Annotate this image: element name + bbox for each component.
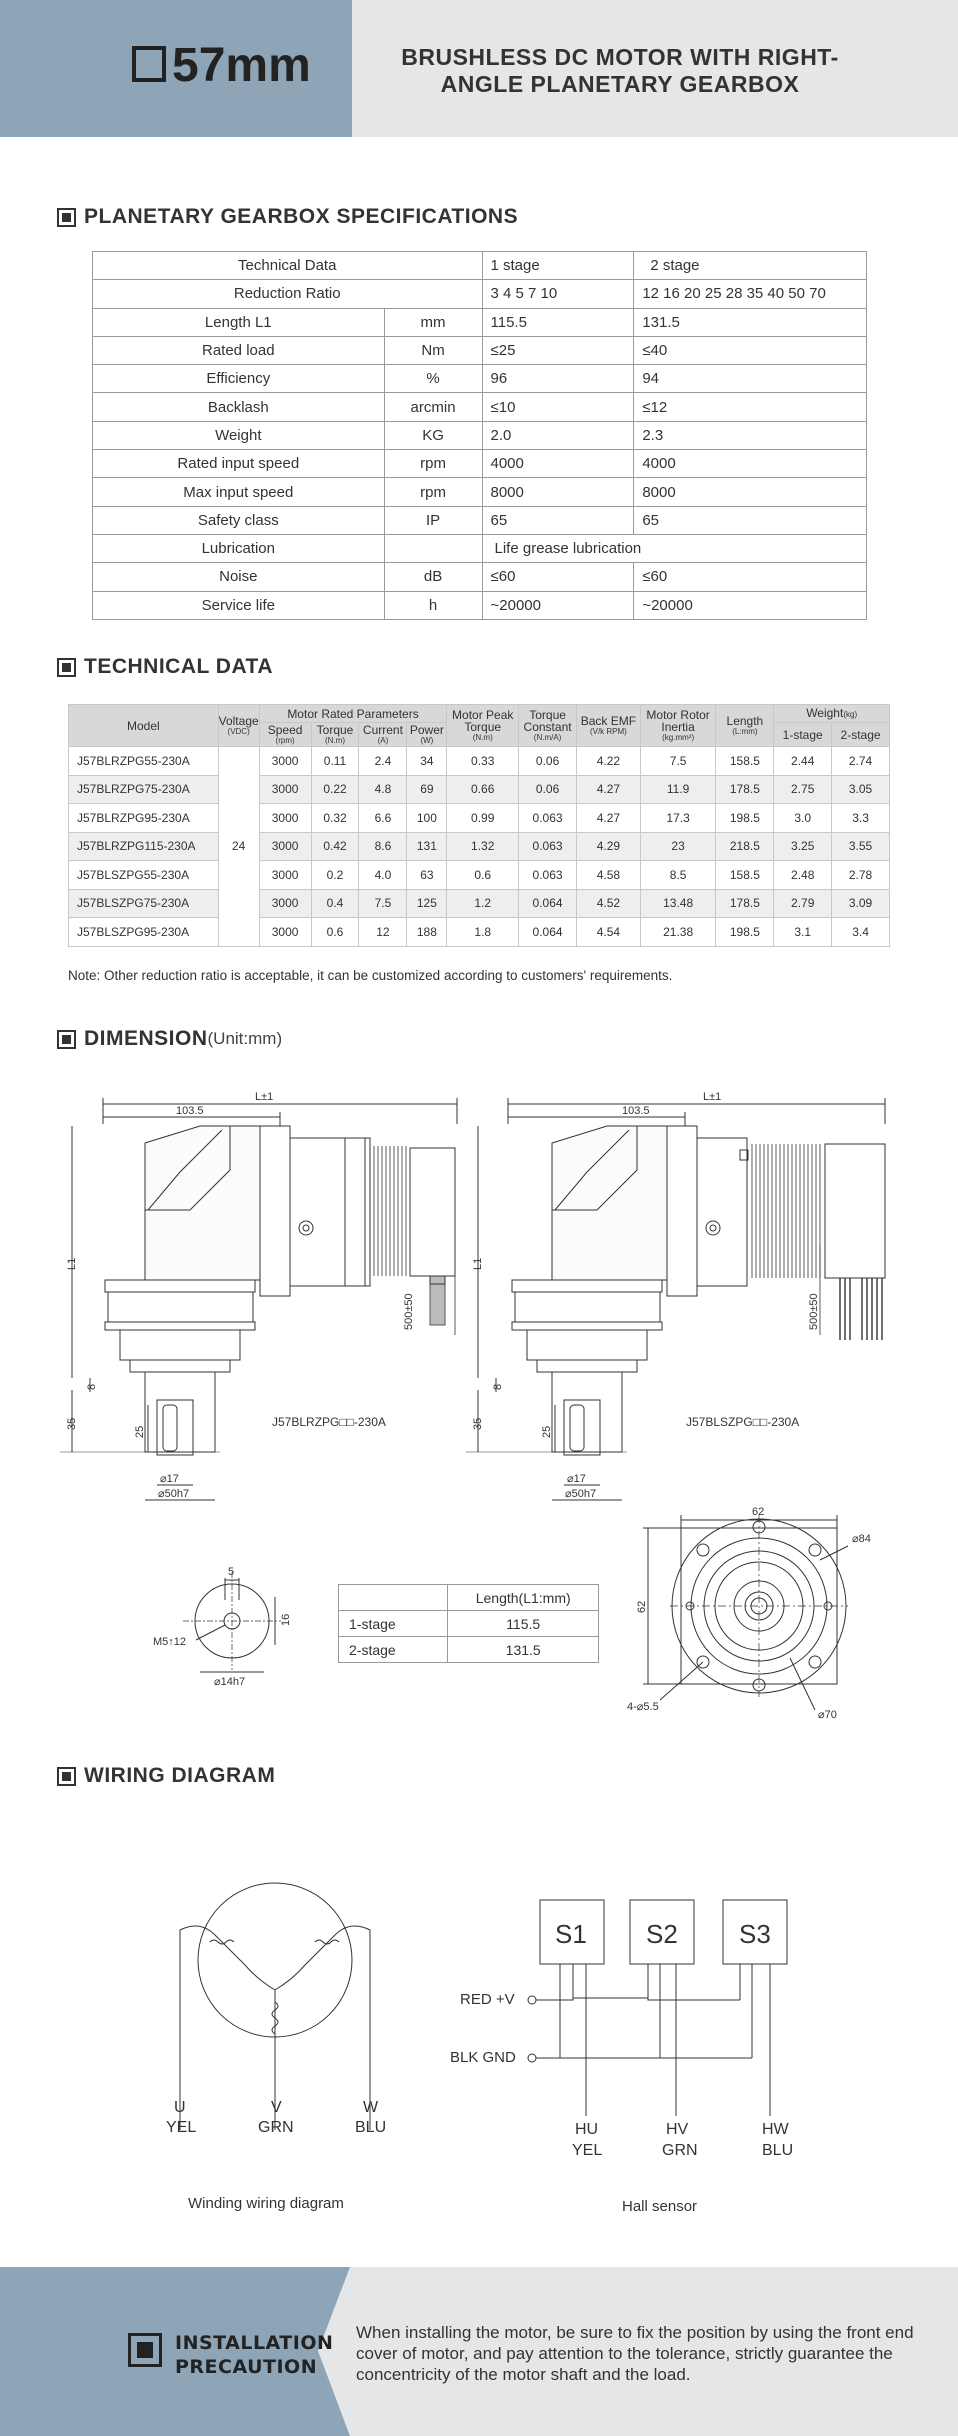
dim-holes: 4-⌀5.5: [627, 1701, 659, 1713]
cell: 100: [407, 804, 447, 833]
hall-hw: HW: [762, 2121, 789, 2138]
winding-v-color: GRN: [258, 2119, 294, 2136]
header-unit: (kg): [843, 709, 858, 719]
dim-84: ⌀84: [852, 1533, 871, 1545]
winding-u: U: [174, 2099, 186, 2116]
cell: 0.064: [519, 889, 577, 918]
dim-17-right: ⌀17: [567, 1473, 586, 1485]
cell: 158.5: [716, 747, 774, 776]
blk-gnd: BLK GND: [450, 2049, 516, 2066]
square-bullet-icon: [128, 2333, 162, 2367]
cell: Length(L1:mm): [448, 1585, 599, 1611]
table-row: [69, 832, 890, 861]
cell: 7.5: [359, 889, 407, 918]
cell: dB: [384, 563, 482, 591]
winding-diagram: [166, 1883, 386, 2212]
cell: ~20000: [634, 591, 867, 619]
cell: 3.4: [832, 918, 890, 947]
col-header-peak: [447, 705, 519, 747]
cell: 1-stage: [339, 1611, 448, 1637]
cell: Max input speed: [93, 478, 385, 506]
flange-front-view: [627, 1506, 871, 1721]
dim-l1-left: L1: [66, 1257, 78, 1270]
header-unit: (A): [377, 736, 389, 745]
cell: 2.75: [774, 775, 832, 804]
table-row: [93, 421, 867, 449]
winding-w: W: [363, 2099, 379, 2116]
winding-u-color: YEL: [166, 2119, 197, 2136]
page-title: [370, 44, 870, 98]
section-title: WIRING DIAGRAM: [84, 1764, 276, 1787]
col-header-model: Model: [69, 705, 219, 747]
table-row: [69, 861, 890, 890]
dim-8-left: 8: [86, 1383, 98, 1390]
table-row: [93, 393, 867, 421]
cell: 158.5: [716, 861, 774, 890]
dim-35-left: 35: [66, 1417, 78, 1430]
cell: 0.11: [311, 747, 359, 776]
header-text: Motor Peak Torque: [452, 708, 514, 734]
motor-drawing-right: [466, 1091, 885, 1500]
dim-l-right: L±1: [703, 1091, 722, 1103]
table-row: [69, 804, 890, 833]
cell: 0.42: [311, 832, 359, 861]
table-row: [339, 1585, 599, 1611]
sensor-s2: S2: [646, 1919, 678, 1949]
technical-data-body: [69, 747, 890, 947]
cell: 17.3: [640, 804, 716, 833]
dim-50-right: ⌀50h7: [565, 1488, 597, 1500]
cell: 131: [407, 832, 447, 861]
square-frame-icon: [132, 46, 166, 82]
header-text: Torque: [316, 723, 354, 737]
cell: 2.3: [634, 421, 867, 449]
cell: 94: [634, 365, 867, 393]
cell: 8.6: [359, 832, 407, 861]
footer-text: When installing the motor, be sure to fix the position by using the front end cover of motor, and pay attention to the tolerance, strictly guarantee the concentricity of the motor shaft and the load.: [356, 2323, 914, 2384]
cell: 198.5: [716, 804, 774, 833]
table-row: [93, 591, 867, 619]
cell: 4000: [634, 450, 867, 478]
hall-caption: Hall sensor: [622, 2198, 698, 2215]
cell: 0.063: [519, 804, 577, 833]
cell: rpm: [384, 450, 482, 478]
header-unit: (N.m): [472, 733, 493, 742]
header-text: Current: [362, 723, 403, 737]
cell: 34: [407, 747, 447, 776]
dim-25-left: 25: [134, 1425, 146, 1438]
size-label: 57mm: [172, 39, 311, 92]
table-row: [69, 747, 890, 776]
cell: 1.2: [447, 889, 519, 918]
dim-500-left: 500±50: [403, 1293, 415, 1330]
cell: 3.1: [774, 918, 832, 947]
header-unit: (V/k RPM): [589, 727, 627, 736]
winding-v: V: [271, 2099, 282, 2116]
dim-8-right: 8: [492, 1383, 504, 1390]
cell: 24: [218, 747, 259, 947]
cell: 115.5: [482, 308, 634, 336]
header-text: Voltage: [218, 714, 259, 728]
cell: h: [384, 591, 482, 619]
cell: J57BLSZPG95-230A: [69, 918, 219, 947]
table-row: [93, 563, 867, 591]
cell: Lubrication: [93, 534, 385, 562]
cell: 3000: [259, 832, 311, 861]
cell: 8000: [634, 478, 867, 506]
cell: Length L1: [93, 308, 385, 336]
cell: 3000: [259, 861, 311, 890]
col-header-power: [407, 723, 447, 747]
header-unit: (N.m/A): [533, 733, 562, 742]
col-header-torque: [311, 723, 359, 747]
sensor-s3: S3: [739, 1919, 771, 1949]
table-row: [69, 918, 890, 947]
table-row: [93, 308, 867, 336]
cell: 0.32: [311, 804, 359, 833]
section-technical-data: [57, 653, 273, 681]
winding-w-color: BLU: [355, 2119, 387, 2136]
col-header-stage1: 1-stage: [774, 723, 832, 747]
header-unit: (N.m): [325, 736, 345, 745]
section-title: DIMENSION: [84, 1027, 208, 1050]
cell: 0.063: [519, 861, 577, 890]
cell: 0.22: [311, 775, 359, 804]
cell: 0.99: [447, 804, 519, 833]
header-text: Back EMF: [580, 714, 637, 728]
cell: 178.5: [716, 889, 774, 918]
cell: Rated input speed: [93, 450, 385, 478]
cell: 2.74: [832, 747, 890, 776]
cell: 178.5: [716, 775, 774, 804]
cell: Noise: [93, 563, 385, 591]
cell: 69: [407, 775, 447, 804]
hall-hu: HU: [575, 2121, 599, 2138]
cell: 0.33: [447, 747, 519, 776]
header-unit: (kg.mm²): [662, 733, 695, 742]
cell: 3000: [259, 775, 311, 804]
cell: J57BLRZPG95-230A: [69, 804, 219, 833]
cell: 96: [482, 365, 634, 393]
cell: 131.5: [634, 308, 867, 336]
cell: 3000: [259, 804, 311, 833]
table-row: [93, 450, 867, 478]
cell: 0.06: [519, 775, 577, 804]
cell: KG: [384, 421, 482, 449]
cell: ≤60: [482, 563, 634, 591]
dim-17-left: ⌀17: [160, 1473, 179, 1485]
square-bullet-icon: [57, 1767, 76, 1786]
hall-hv-color: GRN: [662, 2142, 698, 2159]
cell: 1 stage: [482, 252, 634, 280]
square-bullet-icon: [57, 208, 76, 227]
cell: [339, 1585, 448, 1611]
square-bullet-icon: [57, 658, 76, 677]
table-row: [93, 336, 867, 364]
cell: 65: [634, 506, 867, 534]
cell: 3.25: [774, 832, 832, 861]
model-left: J57BLRZPG□□-230A: [272, 1415, 386, 1429]
table-row: [93, 478, 867, 506]
table-row: [93, 506, 867, 534]
cell: 0.063: [519, 832, 577, 861]
cell: %: [384, 365, 482, 393]
dim-14: ⌀14h7: [214, 1676, 246, 1688]
dim-l-left: L±1: [255, 1091, 274, 1103]
col-header-emf: [577, 705, 641, 747]
cell: 2.0: [482, 421, 634, 449]
cell: Nm: [384, 336, 482, 364]
cell: 3000: [259, 889, 311, 918]
hall-sensor-diagram: [450, 1900, 793, 2215]
cell: J57BLRZPG75-230A: [69, 775, 219, 804]
cell: 3.05: [832, 775, 890, 804]
cell: ≤10: [482, 393, 634, 421]
cell: 198.5: [716, 918, 774, 947]
winding-caption: Winding wiring diagram: [188, 2195, 344, 2212]
cell: 12 16 20 25 28 35 40 50 70: [634, 280, 867, 308]
cell: 0.6: [311, 918, 359, 947]
cell: 4.27: [577, 804, 641, 833]
cell: 2.79: [774, 889, 832, 918]
cell: 0.2: [311, 861, 359, 890]
cell: 4.52: [577, 889, 641, 918]
square-bullet-icon: [57, 1030, 76, 1049]
col-header-weight: [774, 705, 890, 723]
cell: 3000: [259, 918, 311, 947]
dim-5: 5: [228, 1566, 235, 1578]
cell: 1.8: [447, 918, 519, 947]
cell: 0.6: [447, 861, 519, 890]
cell: 188: [407, 918, 447, 947]
hall-hw-color: BLU: [762, 2142, 794, 2159]
cell: 4.29: [577, 832, 641, 861]
cell: Service life: [93, 591, 385, 619]
section-title: PLANETARY GEARBOX SPECIFICATIONS: [84, 205, 519, 228]
cell: IP: [384, 506, 482, 534]
cell: J57BLRZPG115-230A: [69, 832, 219, 861]
col-header-current: [359, 723, 407, 747]
note-text: Note: Other reduction ratio is acceptable, it can be customized according to customers' requirements.: [68, 968, 673, 983]
title-line-1: BRUSHLESS DC MOTOR WITH RIGHT-: [401, 44, 839, 70]
dim-70: ⌀70: [818, 1709, 837, 1721]
cell: rpm: [384, 478, 482, 506]
motor-drawing-left: [60, 1091, 457, 1500]
footer-title-line-2: PRECAUTION: [175, 2356, 318, 2378]
gearbox-spec-table: [92, 251, 867, 620]
dim-62-v: 62: [636, 1600, 648, 1613]
cell: 63: [407, 861, 447, 890]
cell: 0.06: [519, 747, 577, 776]
cell: Technical Data: [93, 252, 483, 280]
length-table: [338, 1584, 599, 1663]
cell: 23: [640, 832, 716, 861]
section-dimension: [57, 1025, 282, 1053]
dim-16: 16: [280, 1613, 292, 1626]
cell: 8.5: [640, 861, 716, 890]
table-row: [69, 775, 890, 804]
header-text: Length: [726, 714, 764, 728]
table-row: [339, 1637, 599, 1663]
cell: 4.58: [577, 861, 641, 890]
cell: 3.55: [832, 832, 890, 861]
section-unit: (Unit:mm): [207, 1029, 283, 1048]
header-text: Torque Constant: [523, 708, 572, 734]
cell: Backlash: [93, 393, 385, 421]
cell: 13.48: [640, 889, 716, 918]
wiring-diagrams: [0, 1880, 958, 2240]
hall-hv: HV: [666, 2121, 689, 2138]
cell: Efficiency: [93, 365, 385, 393]
col-header-stage2: 2-stage: [832, 723, 890, 747]
cell: 4000: [482, 450, 634, 478]
sensor-s1: S1: [555, 1919, 587, 1949]
cell: 2.48: [774, 861, 832, 890]
dim-25-right: 25: [541, 1425, 553, 1438]
cell: 3.09: [832, 889, 890, 918]
dim-500-right: 500±50: [808, 1293, 820, 1330]
section-wiring: [57, 1762, 275, 1790]
cell: Safety class: [93, 506, 385, 534]
cell: ≤40: [634, 336, 867, 364]
title-line-2: ANGLE PLANETARY GEARBOX: [440, 71, 800, 97]
cell: J57BLSZPG75-230A: [69, 889, 219, 918]
cell: 2-stage: [339, 1637, 448, 1663]
table-row: [93, 280, 867, 308]
header-text: Speed: [267, 723, 303, 737]
header-banner: [0, 0, 958, 137]
table-row: [339, 1611, 599, 1637]
header-text: Power: [409, 723, 444, 737]
table-row: [93, 252, 867, 280]
cell: 65: [482, 506, 634, 534]
technical-data-table: [68, 704, 890, 947]
cell: ≤25: [482, 336, 634, 364]
header-unit: (L:mm): [732, 727, 758, 736]
cell: J57BLRZPG55-230A: [69, 747, 219, 776]
cell: 218.5: [716, 832, 774, 861]
dim-50-left: ⌀50h7: [158, 1488, 190, 1500]
cell: 3.0: [774, 804, 832, 833]
cell: Reduction Ratio: [93, 280, 483, 308]
cell: 2.44: [774, 747, 832, 776]
cell: 7.5: [640, 747, 716, 776]
cell: 2.78: [832, 861, 890, 890]
cell: 115.5: [448, 1611, 599, 1637]
cell: Life grease lubrication: [482, 534, 867, 562]
cell: 21.38: [640, 918, 716, 947]
cell: 2 stage: [634, 252, 867, 280]
cell: 0.66: [447, 775, 519, 804]
footer-title-line-1: INSTALLATION: [175, 2332, 334, 2354]
col-header-speed: [259, 723, 311, 747]
cell: J57BLSZPG55-230A: [69, 861, 219, 890]
cell: [384, 534, 482, 562]
red-vplus: RED +V: [460, 1991, 515, 2008]
cell: 4.27: [577, 775, 641, 804]
cell: arcmin: [384, 393, 482, 421]
cell: ≤12: [634, 393, 867, 421]
cell: Weight: [93, 421, 385, 449]
dim-103-left: 103.5: [176, 1105, 204, 1117]
installation-precaution-banner: [0, 2267, 958, 2436]
dim-62-h: 62: [752, 1506, 765, 1518]
hall-hu-color: YEL: [572, 2142, 603, 2159]
cell: 131.5: [448, 1637, 599, 1663]
header-unit: (W): [420, 736, 434, 745]
cell: 125: [407, 889, 447, 918]
section-gearbox-specs: [57, 203, 518, 231]
header-text: Weight: [806, 705, 844, 720]
col-header-voltage: [218, 705, 259, 747]
col-header-tconst: [519, 705, 577, 747]
dim-l1-right: L1: [472, 1257, 484, 1270]
cell: Rated load: [93, 336, 385, 364]
cell: 3.3: [832, 804, 890, 833]
cell: 6.6: [359, 804, 407, 833]
cell: 4.54: [577, 918, 641, 947]
cell: 4.0: [359, 861, 407, 890]
cell: 4.8: [359, 775, 407, 804]
cell: mm: [384, 308, 482, 336]
section-title: TECHNICAL DATA: [84, 655, 273, 678]
cell: 0.4: [311, 889, 359, 918]
dim-m5: M5↑12: [153, 1636, 187, 1648]
dim-103-right: 103.5: [622, 1105, 650, 1117]
cell: 3 4 5 7 10: [482, 280, 634, 308]
cell: 12: [359, 918, 407, 947]
cell: ~20000: [482, 591, 634, 619]
table-row: [69, 889, 890, 918]
header-text: Motor Rotor Inertia: [646, 708, 710, 734]
dim-35-right: 35: [472, 1417, 484, 1430]
col-header-inertia: [640, 705, 716, 747]
cell: 1.32: [447, 832, 519, 861]
col-header-length: [716, 705, 774, 747]
cell: 8000: [482, 478, 634, 506]
table-row: [93, 365, 867, 393]
cell: 11.9: [640, 775, 716, 804]
shaft-end-view: [153, 1566, 292, 1688]
header-unit: (rpm): [275, 736, 295, 745]
cell: 4.22: [577, 747, 641, 776]
header-unit: (VDC): [227, 727, 250, 736]
model-right: J57BLSZPG□□-230A: [686, 1415, 800, 1429]
col-header-rated: Motor Rated Parameters: [259, 705, 447, 723]
cell: 3000: [259, 747, 311, 776]
cell: 2.4: [359, 747, 407, 776]
table-row: [93, 534, 867, 562]
cell: 0.064: [519, 918, 577, 947]
footer-title: [175, 2331, 333, 2379]
cell: ≤60: [634, 563, 867, 591]
